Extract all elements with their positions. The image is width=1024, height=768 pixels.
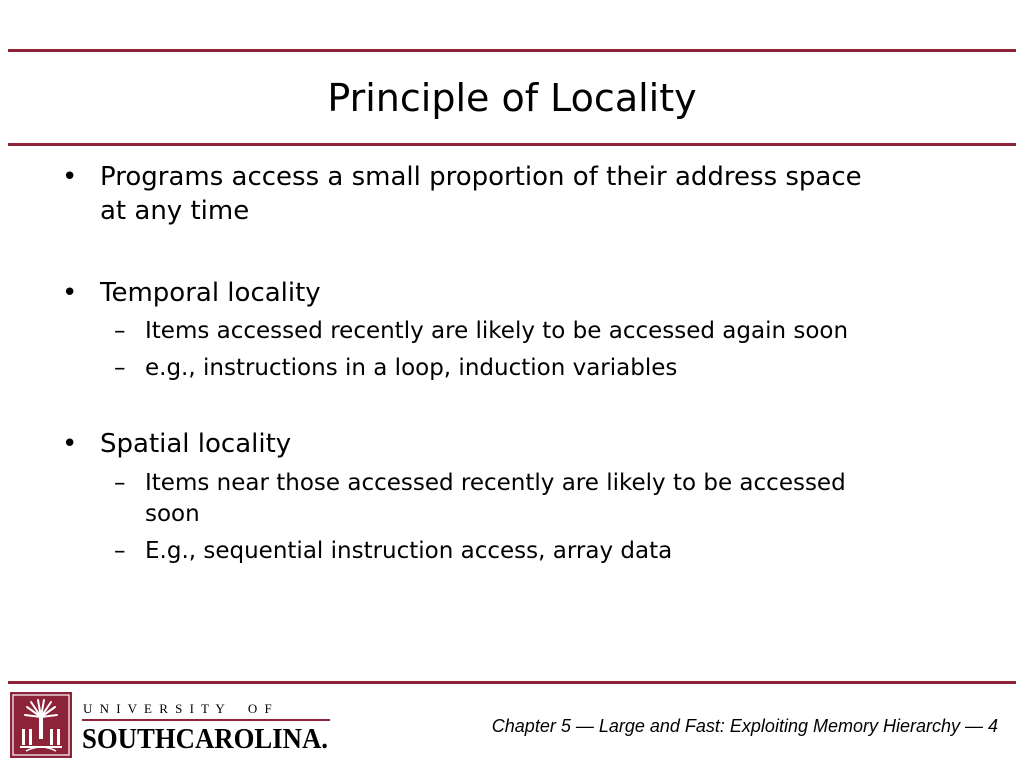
sub-bullet-text: E.g., sequential instruction access, array data	[145, 538, 673, 564]
sub-bullet-marker: –	[114, 318, 126, 344]
bullet-marker: •	[62, 429, 78, 459]
sub-bullet-text: Items near those accessed recently are likely to be accessed	[145, 470, 846, 496]
bullet-text: Programs access a small proportion of their address space	[100, 162, 862, 192]
palmetto-seal-icon	[10, 692, 72, 758]
bullet-marker: •	[62, 162, 78, 192]
sub-bullet-marker: –	[114, 355, 126, 381]
sub-bullet-text: e.g., instructions in a loop, induction variables	[145, 355, 678, 381]
bullet-text: Temporal locality	[100, 278, 321, 308]
university-logo	[10, 691, 340, 761]
slide-title: Principle of Locality	[327, 76, 697, 120]
bullet-text: Spatial locality	[100, 429, 292, 459]
footer-rule	[8, 681, 1016, 684]
sub-bullet-text: Items accessed recently are likely to be accessed again soon	[145, 318, 849, 344]
logo-bottom-text: SOUTHCAROLINA.	[82, 723, 328, 755]
sub-bullet-marker: –	[114, 470, 126, 496]
bullet-text: at any time	[100, 196, 250, 226]
bullet-marker: •	[62, 278, 78, 308]
footer-chapter-text: Chapter 5 — Large and Fast: Exploiting Memory Hierarchy — 4	[491, 716, 998, 736]
logo-top-text: U N I V E R S I T Y O F	[83, 701, 274, 716]
sub-bullet-marker: –	[114, 538, 126, 564]
sub-bullet-text: soon	[145, 501, 200, 527]
